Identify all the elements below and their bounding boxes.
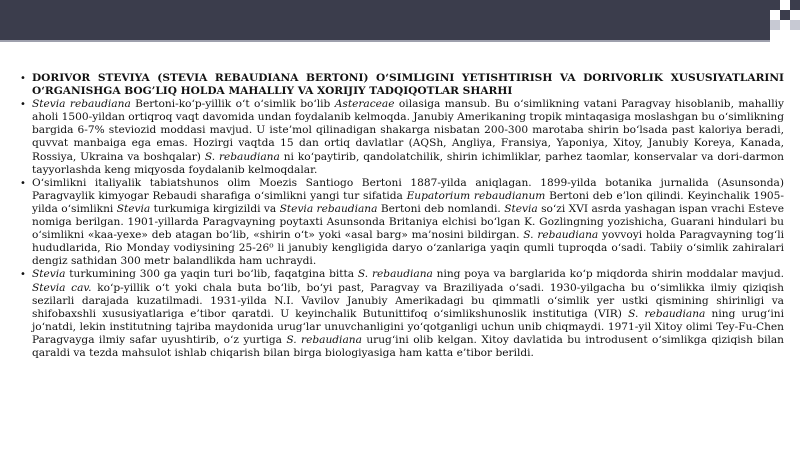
slide-top-banner: [0, 0, 800, 40]
paragraph-list: [20, 98, 784, 360]
italic-term: S. rebaudiana: [286, 333, 362, 346]
italic-term: Stevia: [504, 202, 538, 215]
banner-dark-band: [0, 0, 770, 40]
slide-heading: DORIVOR STEVIYA (STEVIA REBAUDIANA BERTONI) O‘SIMLIGINI YETISHTIRISH VA DORIVORLIK XUSUSIYATLARINI O‘RGANISHGA BOG’LIQ HOLDA MAHALLIY VA XORIJIY TADQIQOTLAR SHARHI: [32, 72, 784, 98]
paragraph-text: ko‘p-yillik o‘t yoki chala buta bo‘lib, bo‘yi past, Paragvay va Braziliyada o‘sadi. 1930-yilgacha bu o‘simlikka ilmiy qiziqish sezilarli darajada kuzatilmadi. 1931-yilda N.I. Vavilov Janubiy Amerikadagi bu qimmatli o‘simlik yer ustki qismining shirinligi va shifobaxshli xususiyatlariga e’tibor qaratdi. U keyinchalik Butunittifoq o‘simlikshunoslik institutiga (VIR): [32, 281, 784, 320]
paragraph-text: oilasiga mansub. Bu o‘simlikning vatani Paragvay hisoblanib, mahalliy aholi 1500-yildan ortiqroq vaqt davomida undan foydalanib kelmoqda. Janubiy Amerikaning tropik mintaqasiga moslashgan bu o‘simlikning bargida 6-7% steviozid moddasi mavjud. U iste’mol qilinadigan shakarga nisbatan 200-300 marotaba shirin bo‘lsada past kaloriya beradi, quvvat manbaiga ega emas. Hozirgi vaqtda 15 dan ortiq davlatlar (AQSh, Angliya, Fransiya, Yaponiya, Xitoy, Janubiy Koreya, Kanada, Rossiya, Ukraina va boshqalar): [32, 98, 784, 163]
italic-term: Stevia cav.: [32, 281, 92, 294]
italic-term: Eupatorium rebaudianum: [406, 189, 546, 202]
paragraph-item: [20, 98, 784, 177]
paragraph-text: ning poya va barglarida ko‘p miqdorda shirin moddalar mavjud.: [432, 268, 784, 281]
bullet-icon: •: [20, 73, 26, 84]
banner-light-strip: [0, 40, 770, 42]
paragraph-item: [20, 268, 784, 360]
paragraph-text: so‘zi XVI asrda yashagan ispan vrachi Esteve nomiga berilgan. 1901-yillarda Paragvayning poytaxti Asunsonda Britaniya elchisi bo‘lgan K. Gozlingning yozishicha, Guarani hindulari bu o‘simlikni «kaa-yexe» deb atagan bo‘lib, «shirin o‘t» yoki «asal barg» ma’nosini bildirgan.: [32, 202, 784, 242]
italic-term: Stevia: [116, 202, 151, 215]
italic-term: Stevia rebaudiana: [32, 98, 131, 111]
italic-term: S. rebaudiana: [357, 268, 433, 281]
paragraph-text: urug‘ini olib kelgan. Xitoy davlatida bu introdusent o‘simlikga qiziqish bilan qaraldi va tezda mahsulot ishlab chiqarish bilan birga biologiyasiga ham katta e’tibor berildi.: [32, 333, 784, 359]
banner-square-pattern: [770, 0, 800, 40]
paragraph-text: Bertoni-ko‘p-yillik o‘t o‘simlik bo‘lib: [130, 98, 335, 111]
paragraph-text: Bertoni deb nomlandi.: [377, 202, 505, 215]
italic-term: S. rebaudiana: [204, 150, 280, 163]
paragraph-text: turkumining 300 ga yaqin turi bo‘lib, faqatgina bitta: [65, 268, 358, 281]
slide-heading-item: [20, 72, 784, 98]
italic-term: S. rebaudiana: [628, 307, 706, 320]
italic-term: Stevia: [32, 268, 66, 281]
bullet-icon: •: [20, 177, 26, 189]
bullet-icon: •: [20, 99, 26, 111]
italic-term: S. rebaudiana: [523, 229, 599, 242]
paragraph-text: Bertoni deb e’lon qilindi. Keyinchalik 1905-yilda o‘simlikni: [32, 189, 784, 215]
bullet-icon: •: [20, 269, 26, 281]
paragraph-text: ni ko‘paytirib, qandolatchilik, shirin ichimliklar, parhez taomlar, konservalar va dori-darmon tayyorlashda keng miqyosda foydalanib kelmoqdalar.: [32, 150, 784, 176]
paragraph-text: O‘simlikni italiyalik tabiatshunos olim Moezis Santiogo Bertoni 1887-yilda aniqlagan. 1899-yilda botanika jurnalida (Asunsonda) Paragvaylik kimyogar Rebaudi sharafiga o‘simlikni yangi tur sifatida: [32, 176, 784, 202]
italic-term: Asteraceae: [334, 98, 395, 111]
slide-content: [20, 72, 784, 442]
italic-term: Stevia rebaudiana: [279, 202, 378, 215]
paragraph-text: ning urug‘ini jo‘natdi, lekin institutning tajriba maydonida urug‘lar unuvchanligini yo‘qotganligi uchun unib chiqmaydi. 1971-yil Xitoy olimi Tey-Fu-Chen Paragvayga ilmiy safar uyushtirib, o‘z yurtiga: [32, 307, 784, 346]
paragraph-text: turkumiga kirgizildi va: [150, 202, 280, 215]
paragraph-text: yovvoyi holda Paragvayning tog‘li hududlarida, Rio Monday vodiysining 25-26⁰ li janubiy kengligida daryo o‘zanlariga yaqin qumli tuproqda o‘sadi. Tabiiy o‘simlik zahiralari dengiz sathidan 300 metr balandlikda ham uchraydi.: [32, 229, 784, 268]
paragraph-item: [20, 177, 784, 269]
